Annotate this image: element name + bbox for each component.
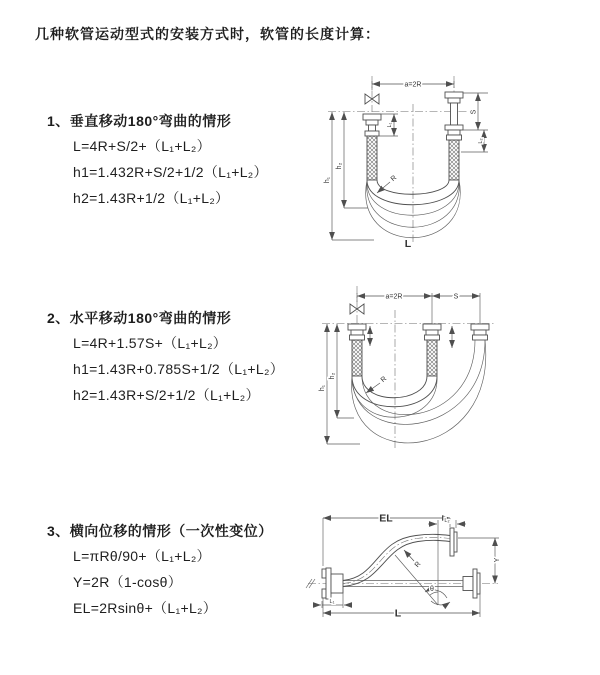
right-pipe-fitting	[445, 92, 463, 140]
dim-label-r: R	[413, 560, 423, 569]
page-title: 几种软管运动型式的安装方式时，软管的长度计算：	[35, 26, 380, 42]
dim-label-theta: θ	[430, 586, 434, 593]
section-2-formula-L: L=4R+1.57S+（L₁+L₂）	[73, 335, 228, 351]
dim-label-a2r: a=2R	[385, 293, 403, 301]
dim-label-l: L	[394, 607, 402, 620]
vertical-180-bend-diagram	[302, 68, 590, 256]
section-horizontal-180	[47, 310, 284, 414]
dim-label-r: R	[389, 174, 399, 183]
dim-label-h1: h₁	[324, 176, 331, 184]
section-3-formula-EL: EL=2Rsinθ+（L₁+L₂）	[73, 600, 218, 616]
section-1-formula-L: L=4R+S/2+（L₁+L₂）	[73, 138, 211, 154]
ext-lines-top	[357, 293, 480, 324]
section-2-heading: 2、水平移动180°弯曲的情形	[47, 310, 232, 326]
section-2-formula-h2: h2=1.43R+S/2+1/2（L₁+L₂）	[73, 387, 260, 403]
horizontal-180-bend-diagram	[302, 280, 590, 472]
dim-label-l1: L₁	[387, 122, 393, 128]
right-braided-hose	[449, 140, 459, 180]
middle-pipe-fitting	[423, 324, 441, 340]
left-pipe-fitting	[348, 324, 366, 340]
dim-label-s: S	[453, 293, 459, 301]
section-3-formula-L: L=πRθ/90+（L₁+L₂）	[73, 548, 211, 564]
dim-label-l: L	[404, 238, 412, 250]
angle-arrow-right	[431, 601, 450, 605]
section-vertical-180	[47, 113, 268, 217]
dim-label-r: R	[379, 375, 389, 384]
left-braided-hose	[352, 340, 362, 376]
dim-label-l1: L₁	[329, 599, 335, 605]
left-pipe-fitting	[363, 114, 381, 136]
left-braided-hose	[367, 136, 377, 180]
hose-u-curves	[352, 340, 486, 443]
section-1-formula-h1: h1=1.432R+S/2+1/2（L₁+L₂）	[73, 164, 268, 180]
hose-s-curve	[343, 534, 450, 586]
dim-label-y: Y	[494, 557, 501, 563]
section-2-formula-h1: h1=1.43R+0.785S+1/2（L₁+L₂）	[73, 361, 284, 377]
dim-label-el: EL	[379, 512, 393, 525]
lateral-displacement-diagram	[298, 498, 598, 666]
dim-label-l2: L₂	[478, 138, 484, 144]
section-1-formula-h2: h2=1.43R+1/2（L₁+L₂）	[73, 190, 230, 206]
leader-r	[404, 550, 414, 561]
dim-label-h2: h₂	[329, 372, 336, 380]
lower-right-flange	[463, 569, 480, 598]
ext-lines-h	[332, 208, 374, 240]
ext-lines-h	[327, 418, 360, 444]
section-1-heading: 1、垂直移动180°弯曲的情形	[47, 113, 232, 129]
ext-lines-el	[323, 518, 450, 569]
dim-label-l2: L₂	[444, 518, 450, 524]
dim-label-s: S	[470, 109, 478, 115]
upper-right-flange	[450, 528, 457, 556]
section-lateral-displacement	[47, 523, 273, 627]
shifted-pipe-fitting	[471, 324, 489, 340]
leader-r	[366, 383, 380, 393]
dim-label-h2: h₂	[336, 162, 343, 170]
middle-braided-hose	[427, 340, 437, 376]
dim-label-h1: h₁	[319, 384, 326, 392]
section-3-heading: 3、横向位移的情形（一次性变位）	[47, 523, 273, 539]
section-3-formula-Y: Y=2R（1-cosθ）	[73, 574, 183, 590]
dim-label-a2r: a=2R	[404, 81, 422, 89]
